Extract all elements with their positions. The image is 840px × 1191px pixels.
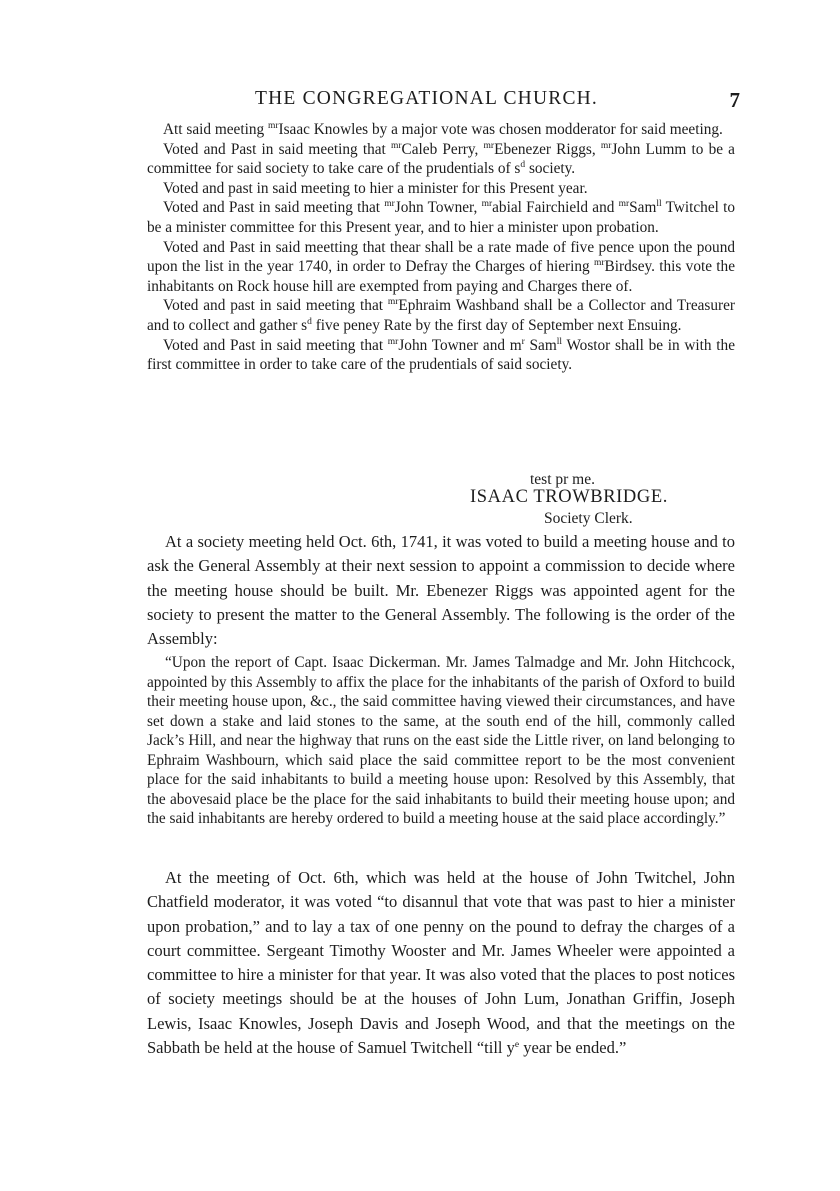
assembly-intro: At a society meeting held Oct. 6th, 1741, it was voted to build a meeting house and to ask the General Assembly at their next session to appoint a commission to decide where the meeting house should be built. Mr. Ebenezer Riggs was appointed agent for the society to present the matter to the General Assembly. The following is the order of the Assembly:	[147, 532, 735, 649]
narrative-paragraph-2	[147, 866, 735, 1060]
october-meeting-text: At the meeting of Oct. 6th, which was held at the house of John Twitchel, John Chatfield moderator, it was voted “to disannul that vote that was past to hier a minister upon probation,” and to lay a tax of one penny on the pound to defray the charges of a court committee. Sergeant Timothy Wooster and Mr. James Wheeler were appointed a committee to hire a minister for that year. It was also voted that the places to post notices of society meetings should be at the houses of John Lum, Jonathan Griffin, Joseph Lewis, Isaac Knowles, Joseph Davis and Joseph Wood, and that the meetings on the Sabbath be held at the house of Samuel Twitchell “till $y^e$ year be ended.”	[147, 868, 735, 1058]
society-minutes	[147, 120, 735, 375]
page-number: 7	[729, 88, 740, 112]
signature-role: Society Clerk.	[544, 510, 633, 527]
minutes-hire-minister: Voted and past in said meeting to hier a minister for this Present year.	[163, 179, 588, 197]
minutes-committee: Voted and Past in said meeting that $^{mr}$Caleb Perry, $^{mr}$Ebenezer Riggs, $^{mr}$John Lumm to be a committee for said society to take care of the prudentials of $s^d$ society.	[147, 140, 735, 178]
minutes-minister-committee: Voted and Past in said meeting that $^{mr}$John Towner, $^{mr}$abial Fairchield and $^{mr}$Sam$^{ll}$ Twitchel to be a minister committee for this Present year, and to hier a minister upon probation.	[147, 199, 735, 236]
minutes-collector: Voted and past in said meeting that $^{mr}$Ephraim Washband shall be a Collector and Treasurer and to collect and gather $s^d$ five peney Rate by the first day of September next Ensuing.	[147, 297, 735, 334]
signature-attestation: test pr me.	[530, 471, 595, 488]
minutes-moderator: Att said meeting $^{mr}$Isaac Knowles by a major vote was chosen modderator for said meeting.	[163, 121, 723, 138]
minutes-rate: Voted and Past in said meetting that thear shall be a rate made of five pence upon the pound upon the list in the year 1740, in order to Defray the Charges of hiering $^{mr}$Birdsey. this vote the inhabitants on Rock house hill are exempted from paying and Charges there of.	[147, 238, 735, 295]
signature-name: ISAAC TROWBRIDGE.	[470, 487, 668, 507]
narrative-paragraph-1	[147, 530, 735, 651]
page-header	[155, 88, 740, 116]
minutes-wostor: Voted and Past in said meeting that $^{mr}$John Towner and $m^r$ Sam$^{ll}$ Wostor shall be in with the first committee in order to take care of the prudentials of said society.	[147, 336, 735, 374]
assembly-order-text: “Upon the report of Capt. Isaac Dickerman. Mr. James Talmadge and Mr. John Hitchcock, appointed by this Assembly to affix the place for the inhabitants of the parish of Oxford to build their meeting house upon, &c., the said committee having viewed their circumstances, and have set down a stake and laid stones to the same, at the south end of the hill, commonly called Jack’s Hill, and near the highway that runs on the east side the Little river, on land belonging to Ephraim Washbourn, which said place the said committee report to be the most convenient place for the said inhabitants to build a meeting house upon: Resolved by this Assembly, that the abovesaid place be the place for the said inhabitants to build their meeting house upon; and the said inhabitants are hereby ordered to build a meeting house at the said place accordingly.”	[147, 654, 735, 827]
running-title: THE CONGREGATIONAL CHURCH.	[255, 88, 599, 109]
assembly-order-quote	[147, 653, 735, 829]
